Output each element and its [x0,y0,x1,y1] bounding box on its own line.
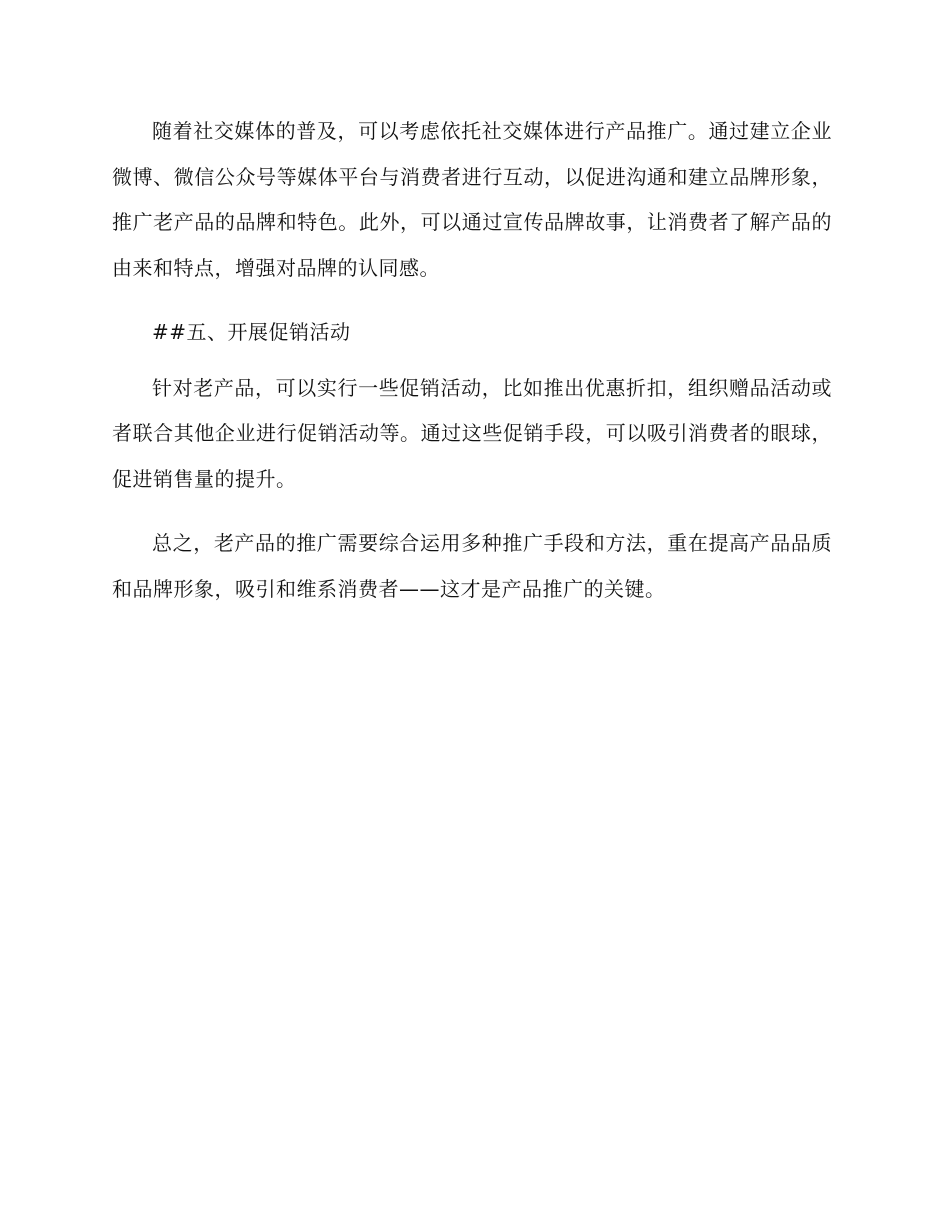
document-body [112,109,832,631]
paragraph-social-media: 随着社交媒体的普及，可以考虑依托社交媒体进行产品推广。通过建立企业微博、微信公众号等媒体平台与消费者进行互动，以促进沟通和建立品牌形象，推广老产品的品牌和特色。此外，可以通过宣传品牌故事，让消费者了解产品的由来和特点，增强对品牌的认同感。 [112,119,832,280]
section-heading-promotion: ##五、开展促销活动 [152,320,351,344]
paragraph-promotion-activities: 针对老产品，可以实行一些促销活动，比如推出优惠折扣，组织赠品活动或者联合其他企业进行促销活动等。通过这些促销手段，可以吸引消费者的眼球，促进销售量的提升。 [112,375,832,491]
paragraph-conclusion: 总之，老产品的推广需要综合运用多种推广手段和方法，重在提高产品品质和品牌形象，吸引和维系消费者——这才是产品推广的关键。 [112,531,832,601]
